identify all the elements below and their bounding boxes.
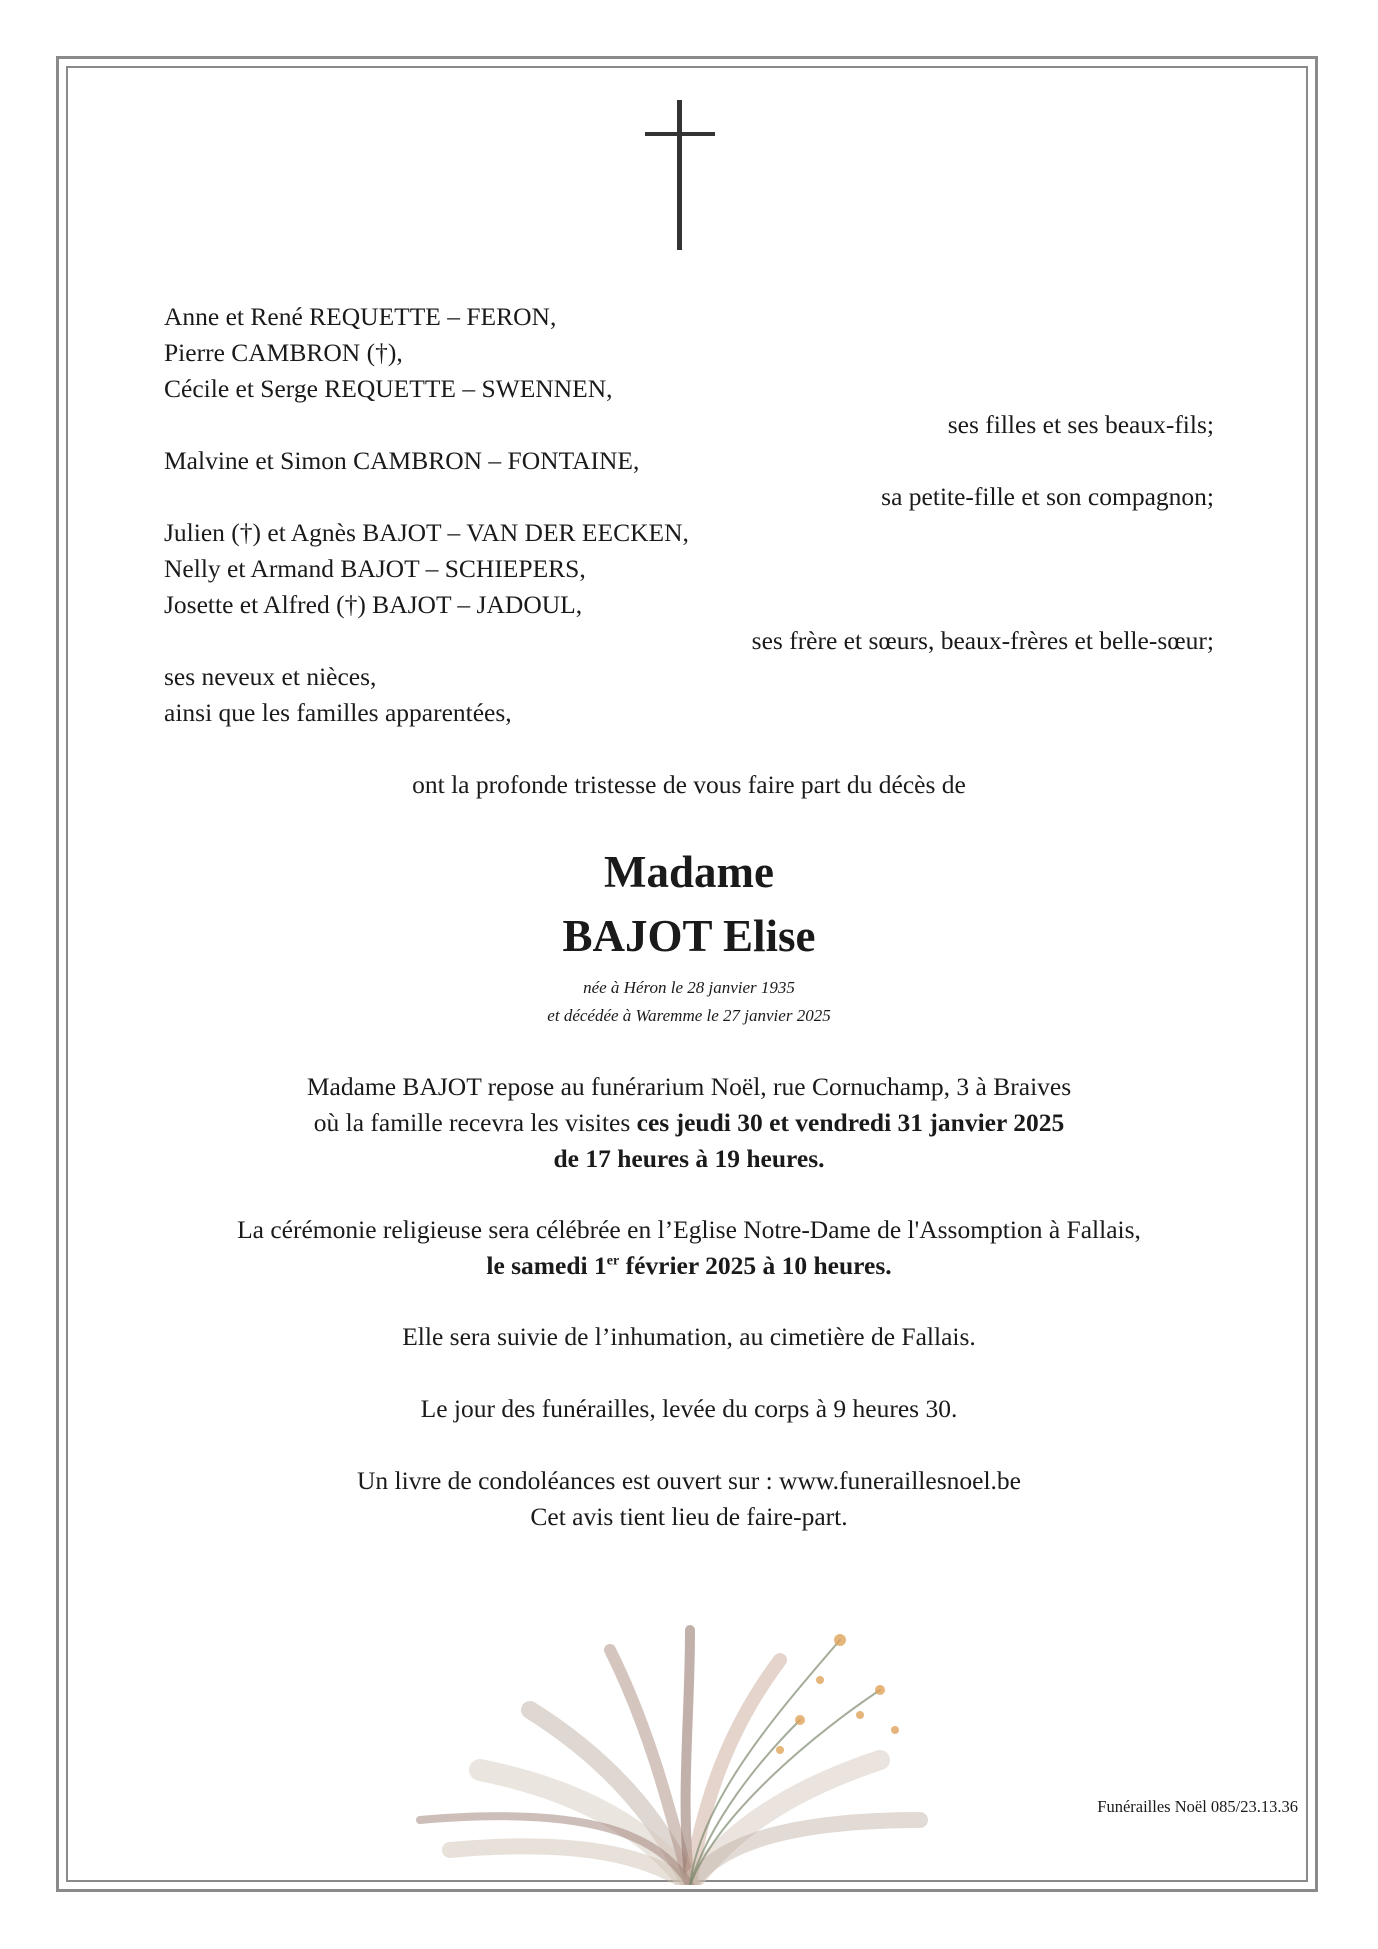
visitation-prefix: où la famille recevra les visites xyxy=(313,1108,637,1137)
family-role-1: ses filles et ses beaux-fils; xyxy=(947,410,1214,439)
dried-flowers-illustration xyxy=(360,1620,1020,1885)
ceremony-date-b: février 2025 à 10 heures. xyxy=(619,1251,892,1280)
family-line-1: Anne et René REQUETTE – FERON, xyxy=(164,302,557,331)
notice-info: Cet avis tient lieu de faire-part. xyxy=(530,1502,848,1531)
procession-info: Le jour des funérailles, levée du corps à 9 heures 30. xyxy=(420,1394,958,1423)
family-role-3: ses frère et sœurs, beaux-frères et belle-sœur; xyxy=(751,626,1214,655)
family-line-6: Nelly et Armand BAJOT – SCHIEPERS, xyxy=(164,554,586,583)
family-line-8: ses neveux et nièces, xyxy=(164,662,377,691)
visitation-line-2 xyxy=(0,1108,1378,1138)
ceremony-line-1: La cérémonie religieuse sera célébrée en l’Eglise Notre-Dame de l'Assomption à Fallais, xyxy=(237,1215,1141,1244)
family-line-4: Malvine et Simon CAMBRON – FONTAINE, xyxy=(164,446,640,475)
visitation-dates: ces jeudi 30 et vendredi 31 janvier 2025 xyxy=(636,1108,1065,1137)
family-line-7: Josette et Alfred (†) BAJOT – JADOUL, xyxy=(164,590,583,619)
visitation-hours xyxy=(0,1144,1378,1174)
family-line-2: Pierre CAMBRON (†), xyxy=(164,338,403,367)
birth-info: née à Héron le 28 janvier 1935 xyxy=(583,978,795,997)
ceremony-date-a: le samedi 1 xyxy=(486,1251,607,1280)
announcement: ont la profonde tristesse de vous faire part du décès de xyxy=(412,770,966,799)
deceased-title: Madame xyxy=(604,847,774,897)
family-line-3: Cécile et Serge REQUETTE – SWENNEN, xyxy=(164,374,613,403)
deceased-name: BAJOT Elise xyxy=(562,911,816,961)
death-info: et décédée à Waremme le 27 janvier 2025 xyxy=(547,1006,831,1025)
ceremony-date-sup: er xyxy=(606,1253,620,1269)
ceremony-date xyxy=(0,1251,1378,1281)
cross-icon xyxy=(645,100,715,250)
family-line-5: Julien (†) et Agnès BAJOT – VAN DER EECKEN, xyxy=(164,518,689,547)
visitation-line-1: Madame BAJOT repose au funérarium Noël, rue Cornuchamp, 3 à Braives xyxy=(306,1072,1072,1101)
visitation-hours-text: de 17 heures à 19 heures. xyxy=(553,1144,825,1173)
footer-contact: Funérailles Noël 085/23.13.36 xyxy=(1097,1797,1298,1816)
burial-info: Elle sera suivie de l’inhumation, au cimetière de Fallais. xyxy=(402,1322,976,1351)
condolences-info: Un livre de condoléances est ouvert sur : www.funeraillesnoel.be xyxy=(357,1466,1021,1495)
family-role-2: sa petite-fille et son compagnon; xyxy=(881,482,1214,511)
family-line-9: ainsi que les familles apparentées, xyxy=(164,698,512,727)
